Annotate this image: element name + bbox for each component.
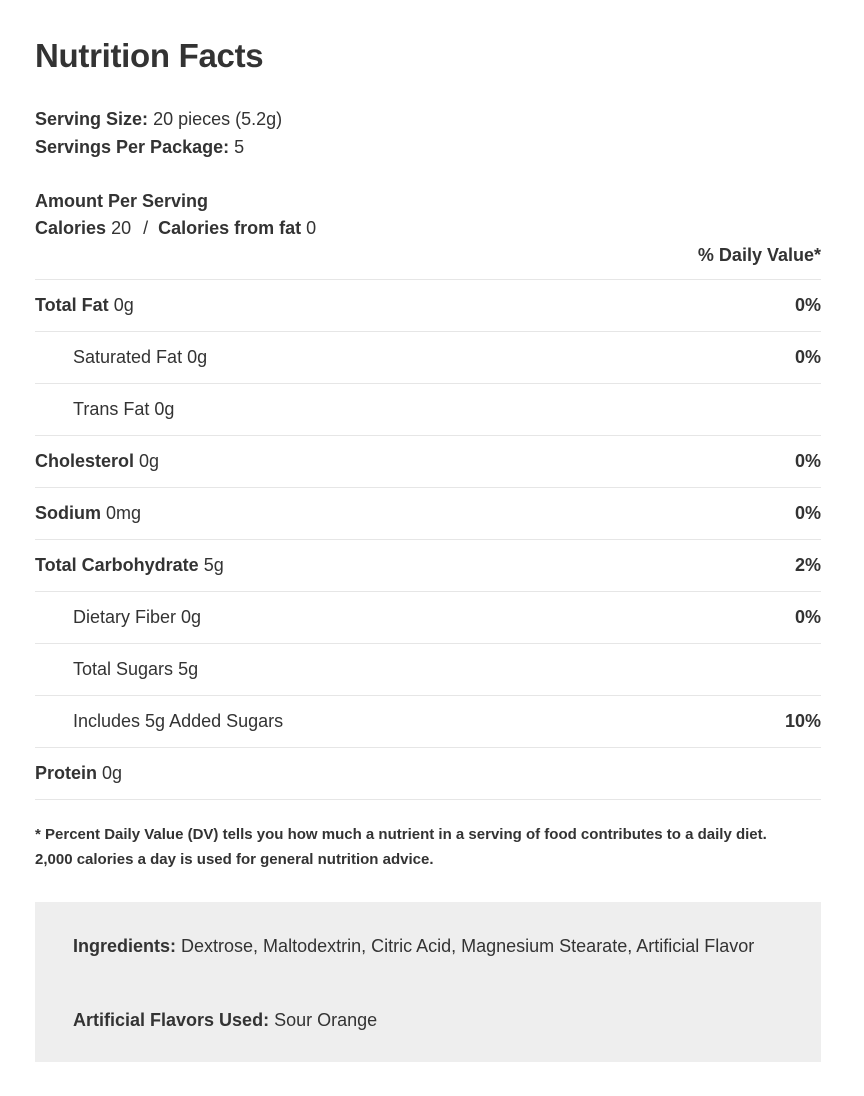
artificial-flavors-label: Artificial Flavors Used: — [73, 1010, 270, 1030]
nutrient-row-protein — [35, 748, 821, 800]
nutrient-amount: 5g — [178, 659, 199, 679]
nutrient-row-total-fat — [35, 280, 821, 332]
calories-label: Calories — [35, 218, 107, 238]
nutrient-amount: 0g — [154, 399, 175, 419]
calories-value: 20 — [111, 218, 132, 238]
nutrient-name: Total Fat — [35, 295, 109, 315]
nutrient-name: Dietary Fiber — [73, 607, 177, 627]
calories-line — [35, 216, 316, 240]
serving-size-label: Serving Size: — [35, 109, 149, 129]
nutrient-daily-value: 0% — [794, 347, 821, 367]
serving-size-value: 20 pieces (5.2g) — [153, 109, 283, 129]
ingredients-box — [35, 902, 821, 1062]
nutrient-amount: 0g — [187, 347, 208, 367]
nutrient-amount: 0g — [181, 607, 202, 627]
artificial-flavors-value: Sour Orange — [274, 1010, 378, 1030]
nutrient-amount: 0g — [139, 451, 160, 471]
calories-from-fat-label: Calories from fat — [158, 218, 302, 238]
daily-value-footnote — [35, 822, 825, 872]
footnote-line-2: 2,000 calories a day is used for general nutrition advice. — [35, 851, 434, 868]
nutrient-row-added-sugars — [35, 696, 821, 748]
nutrient-amount: 0mg — [106, 503, 142, 523]
nutrient-amount: 0g — [102, 763, 123, 783]
nutrient-table — [35, 279, 821, 800]
nutrient-name: Total Carbohydrate — [35, 555, 199, 575]
nutrient-daily-value: 0% — [794, 451, 821, 471]
nutrient-amount: 5g — [203, 555, 224, 575]
ingredients-line — [73, 933, 773, 959]
nutrient-row-trans-fat — [35, 384, 821, 436]
nutrient-name: Includes 5g Added Sugars — [73, 711, 284, 731]
nutrient-name: Sodium — [35, 503, 101, 523]
nutrient-name: Cholesterol — [35, 451, 135, 471]
nutrient-name: Saturated Fat — [73, 347, 183, 367]
servings-per-package-value: 5 — [234, 137, 245, 157]
page-title: Nutrition Facts — [35, 37, 264, 74]
amount-per-serving: Amount Per Serving — [35, 191, 209, 211]
nutrient-row-sodium — [35, 488, 821, 540]
nutrient-row-cholesterol — [35, 436, 821, 488]
servings-per-package-label: Servings Per Package: — [35, 137, 230, 157]
nutrient-row-dietary-fiber — [35, 592, 821, 644]
calories-separator: / — [143, 218, 149, 238]
nutrient-name: Total Sugars — [73, 659, 174, 679]
nutrient-daily-value: 2% — [794, 555, 821, 575]
nutrient-daily-value: 0% — [794, 503, 821, 523]
nutrient-daily-value: 0% — [794, 607, 821, 627]
nutrient-row-total-carbohydrate — [35, 540, 821, 592]
nutrient-daily-value: 0% — [794, 295, 821, 315]
nutrient-row-total-sugars — [35, 644, 821, 696]
ingredients-label: Ingredients: — [73, 936, 177, 956]
nutrient-row-saturated-fat — [35, 332, 821, 384]
nutrient-daily-value: 10% — [784, 711, 821, 731]
nutrient-name: Trans Fat — [73, 399, 150, 419]
ingredients-value: Dextrose, Maltodextrin, Citric Acid, Magnesium Stearate, Artificial Flavor — [181, 936, 755, 956]
serving-size — [35, 107, 282, 131]
footnote-line-1: * Percent Daily Value (DV) tells you how much a nutrient in a serving of food contributes to a daily diet. — [35, 826, 767, 843]
daily-value-header: % Daily Value* — [697, 245, 821, 265]
servings-per-package — [35, 135, 244, 159]
nutrient-name: Protein — [35, 763, 98, 783]
artificial-flavors-line — [73, 1007, 377, 1033]
calories-from-fat-value: 0 — [306, 218, 317, 238]
nutrient-amount: 0g — [113, 295, 134, 315]
